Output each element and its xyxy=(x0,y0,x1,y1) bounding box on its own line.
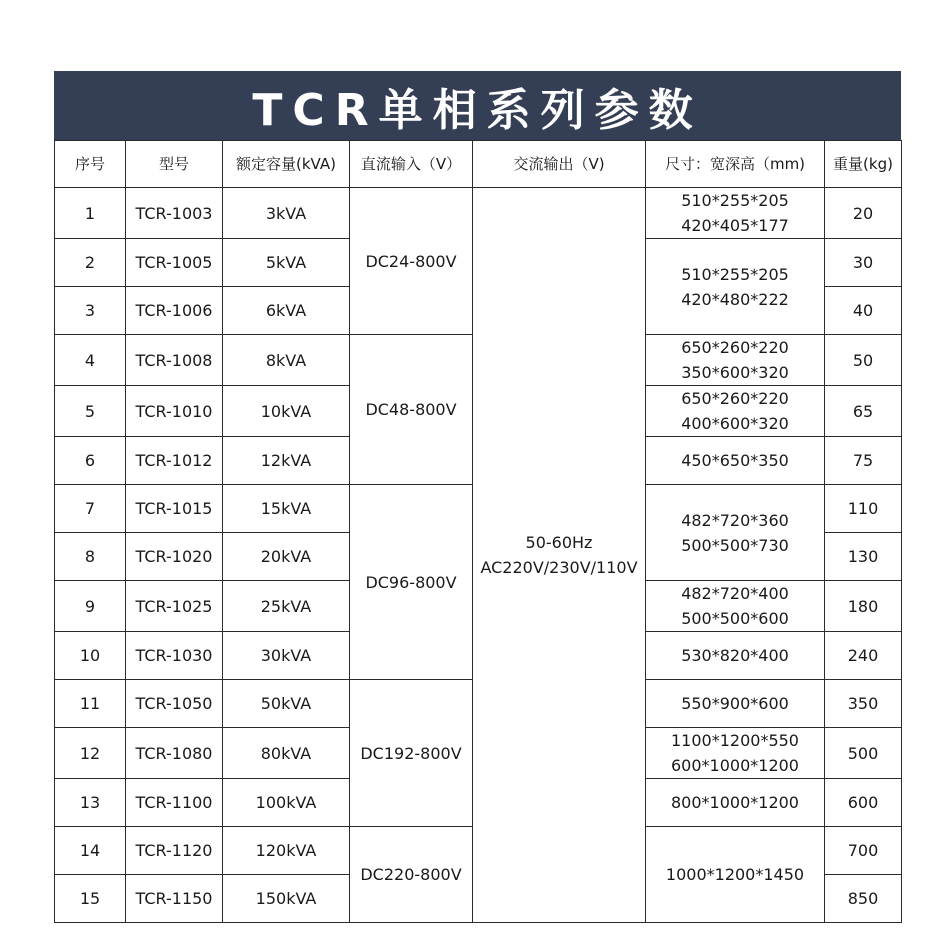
cell-weight: 50 xyxy=(825,335,902,386)
cell-weight: 110 xyxy=(825,485,902,533)
spec-table xyxy=(54,140,902,923)
cell-dc-input: DC48-800V xyxy=(350,335,473,485)
cell-dimensions: 450*650*350 xyxy=(646,437,825,485)
cell-no: 2 xyxy=(55,239,126,287)
cell-dc-input: DC24-800V xyxy=(350,188,473,335)
dimension-line: 650*260*220 xyxy=(681,389,789,408)
cell-model: TCR-1008 xyxy=(126,335,223,386)
cell-capacity: 25kVA xyxy=(223,581,350,632)
cell-dimensions: 800*1000*1200 xyxy=(646,779,825,827)
page-title: TCR单相系列参数 xyxy=(54,71,901,140)
dimension-line: 510*255*205 xyxy=(681,191,789,210)
header-no: 序号 xyxy=(55,141,126,188)
header-capacity: 额定容量(kVA) xyxy=(223,141,350,188)
header-ac-output: 交流输出（V) xyxy=(473,141,646,188)
cell-model: TCR-1150 xyxy=(126,875,223,923)
dimension-line: 600*1000*1200 xyxy=(671,756,799,775)
ac-voltage: AC220V/230V/110V xyxy=(480,558,638,577)
cell-capacity: 5kVA xyxy=(223,239,350,287)
dimension-line: 400*600*320 xyxy=(681,414,789,433)
header-model: 型号 xyxy=(126,141,223,188)
dimension-line: 420*405*177 xyxy=(681,216,789,235)
cell-ac-output xyxy=(473,188,646,923)
cell-capacity: 3kVA xyxy=(223,188,350,239)
dimension-line: 500*500*730 xyxy=(681,535,789,555)
cell-weight: 180 xyxy=(825,581,902,632)
table-row xyxy=(55,188,902,239)
dimension-line: 650*260*220 xyxy=(681,338,789,357)
cell-weight: 40 xyxy=(825,287,902,335)
cell-dc-input: DC220-800V xyxy=(350,827,473,923)
cell-model: TCR-1120 xyxy=(126,827,223,875)
cell-no: 4 xyxy=(55,335,126,386)
cell-no: 7 xyxy=(55,485,126,533)
cell-capacity: 50kVA xyxy=(223,680,350,728)
cell-no: 1 xyxy=(55,188,126,239)
cell-weight: 240 xyxy=(825,632,902,680)
cell-weight: 30 xyxy=(825,239,902,287)
cell-no: 15 xyxy=(55,875,126,923)
dimension-line: 1100*1200*550 xyxy=(671,731,799,750)
cell-no: 13 xyxy=(55,779,126,827)
dimension-line: 510*255*205 xyxy=(681,264,789,284)
cell-model: TCR-1012 xyxy=(126,437,223,485)
header-dc-input: 直流输入（V） xyxy=(350,141,473,188)
table-header-row xyxy=(55,141,902,188)
cell-dimensions xyxy=(646,485,825,581)
cell-no: 8 xyxy=(55,533,126,581)
dimension-line: 482*720*400 xyxy=(681,584,789,603)
cell-no: 6 xyxy=(55,437,126,485)
cell-model: TCR-1006 xyxy=(126,287,223,335)
cell-weight: 130 xyxy=(825,533,902,581)
cell-model: TCR-1010 xyxy=(126,386,223,437)
cell-weight: 850 xyxy=(825,875,902,923)
cell-capacity: 8kVA xyxy=(223,335,350,386)
cell-model: TCR-1030 xyxy=(126,632,223,680)
cell-capacity: 150kVA xyxy=(223,875,350,923)
dimension-line: 350*600*320 xyxy=(681,363,789,382)
dimension-line: 482*720*360 xyxy=(681,510,789,530)
cell-model: TCR-1015 xyxy=(126,485,223,533)
spec-sheet xyxy=(54,71,901,923)
cell-capacity: 10kVA xyxy=(223,386,350,437)
cell-no: 12 xyxy=(55,728,126,779)
header-dimensions: 尺寸：宽深高（mm) xyxy=(646,141,825,188)
cell-weight: 20 xyxy=(825,188,902,239)
cell-model: TCR-1003 xyxy=(126,188,223,239)
cell-dimensions xyxy=(646,335,825,386)
cell-dimensions: 1000*1200*1450 xyxy=(646,827,825,923)
cell-model: TCR-1080 xyxy=(126,728,223,779)
dimension-line: 420*480*222 xyxy=(681,289,789,309)
cell-capacity: 30kVA xyxy=(223,632,350,680)
cell-model: TCR-1025 xyxy=(126,581,223,632)
cell-weight: 350 xyxy=(825,680,902,728)
cell-weight: 600 xyxy=(825,779,902,827)
cell-capacity: 15kVA xyxy=(223,485,350,533)
cell-no: 14 xyxy=(55,827,126,875)
cell-capacity: 6kVA xyxy=(223,287,350,335)
cell-dc-input: DC96-800V xyxy=(350,485,473,680)
cell-dimensions xyxy=(646,728,825,779)
cell-weight: 500 xyxy=(825,728,902,779)
cell-dimensions xyxy=(646,386,825,437)
cell-no: 10 xyxy=(55,632,126,680)
dimension-line: 500*500*600 xyxy=(681,609,789,628)
cell-no: 5 xyxy=(55,386,126,437)
cell-no: 11 xyxy=(55,680,126,728)
cell-dimensions xyxy=(646,581,825,632)
cell-model: TCR-1005 xyxy=(126,239,223,287)
cell-weight: 65 xyxy=(825,386,902,437)
header-weight: 重量(kg) xyxy=(825,141,902,188)
cell-dimensions: 530*820*400 xyxy=(646,632,825,680)
cell-model: TCR-1100 xyxy=(126,779,223,827)
cell-dimensions: 550*900*600 xyxy=(646,680,825,728)
cell-dimensions xyxy=(646,188,825,239)
cell-capacity: 100kVA xyxy=(223,779,350,827)
cell-no: 3 xyxy=(55,287,126,335)
cell-model: TCR-1020 xyxy=(126,533,223,581)
cell-dimensions xyxy=(646,239,825,335)
cell-capacity: 120kVA xyxy=(223,827,350,875)
cell-dc-input: DC192-800V xyxy=(350,680,473,827)
cell-model: TCR-1050 xyxy=(126,680,223,728)
cell-capacity: 20kVA xyxy=(223,533,350,581)
cell-no: 9 xyxy=(55,581,126,632)
cell-weight: 700 xyxy=(825,827,902,875)
ac-frequency: 50-60Hz xyxy=(525,533,593,552)
cell-capacity: 12kVA xyxy=(223,437,350,485)
cell-capacity: 80kVA xyxy=(223,728,350,779)
cell-weight: 75 xyxy=(825,437,902,485)
